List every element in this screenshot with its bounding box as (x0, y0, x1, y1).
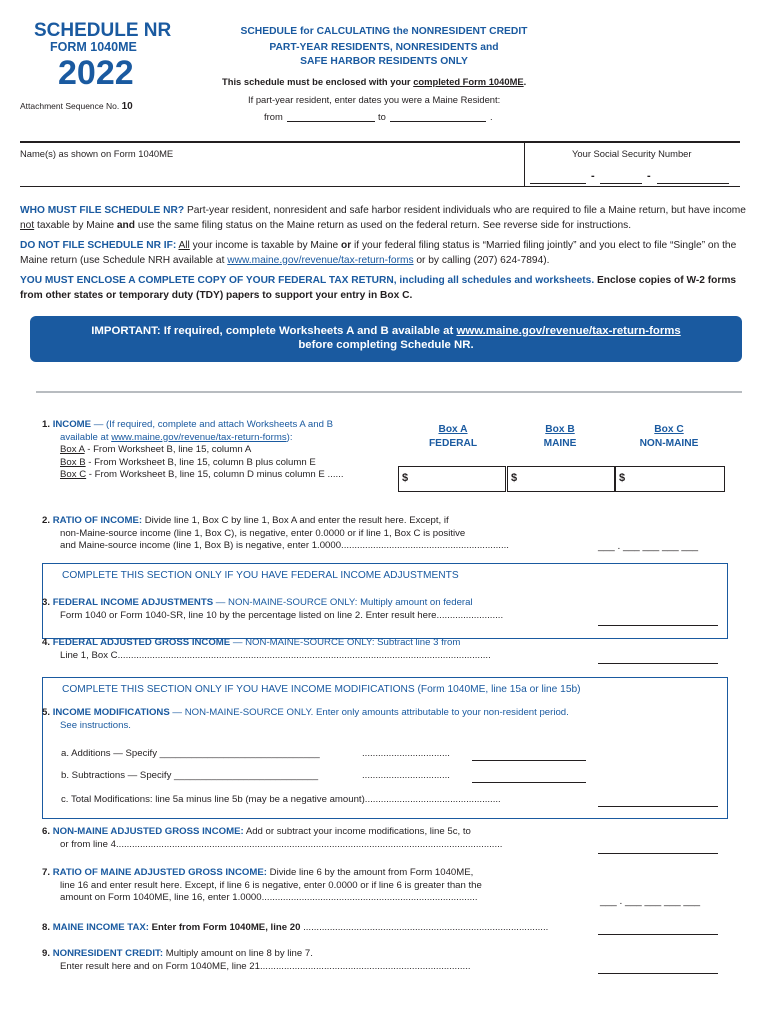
who-heading: WHO MUST FILE SCHEDULE NR? (20, 205, 185, 216)
box-a-input[interactable] (398, 466, 506, 492)
line-7: 7. RATIO OF MAINE ADJUSTED GROSS INCOME: Divide line 6 by the amount from Form 1040ME, line 16 and enter result here. Except, if line 6 is negative, enter 0.0000 or if line 6 is greater than the amount on Form 1040ME, line 16, enter 1.0000................................................................................. (42, 867, 482, 904)
line-5b: b. Subtractions — Specify ___________________________ (61, 770, 319, 781)
section-separator (36, 391, 742, 393)
attachment-sequence (20, 101, 133, 112)
ssn-field-2[interactable] (600, 173, 642, 184)
line-6: 6. NON-MAINE ADJUSTED GROSS INCOME: Add or subtract your income modifications, line 5c, to or from line 4................................................................................................................................................. (42, 826, 503, 850)
ssn-dash-1: - (591, 170, 595, 182)
line-5a: a. Additions — Specify ______________________________ (61, 748, 320, 759)
worksheets-link[interactable]: www.maine.gov/revenue/tax-return-forms (111, 431, 287, 443)
enclose-note-a: This schedule must be enclosed with your (222, 76, 414, 87)
line-6-amount[interactable] (598, 841, 718, 854)
banner-link[interactable]: www.maine.gov/revenue/tax-return-forms (456, 325, 681, 337)
enclose-black: Enclose copies of W-2 forms from other states or temporary duty (TDY) papers to support your entry in Box C. (20, 275, 737, 301)
line-5a-amount[interactable] (472, 748, 586, 761)
form-name: FORM 1040ME (50, 40, 137, 54)
title-line-3: SAFE HARBOR RESIDENTS ONLY (300, 56, 468, 67)
box-b-dollar: $ (511, 472, 518, 484)
line-8: 8. MAINE INCOME TAX: Enter from Form 1040ME, line 20 ............................................................................................ (42, 922, 549, 933)
line-9: 9. NONRESIDENT CREDIT: Multiply amount on line 8 by line 7. Enter result here and on Form 1040ME, line 21............................................................................... (42, 948, 471, 972)
line-4: 4. FEDERAL ADJUSTED GROSS INCOME — NON-MAINE-SOURCE ONLY: Subtract line 3 from Line 1, Box C............................................................................................................................................ (42, 637, 491, 661)
from-label: from (264, 111, 283, 122)
rule-bottom-name (20, 186, 740, 187)
ssn-field-1[interactable] (530, 173, 586, 184)
line-3-amount[interactable] (598, 613, 718, 626)
tax-year: 2022 (58, 54, 134, 92)
line-5b-dots: ................................. (362, 770, 450, 781)
line-2: 2. RATIO OF INCOME: Divide line 1, Box C by line 1, Box A and enter the result here. Except, if non-Maine-source income (line 1, Box C), is negative, enter 0.0000 or if line 1, Box C is positive and Maine-source income (line 1, Box B) is negative, enter 1.0000............................................................... (42, 515, 509, 552)
dont-heading: DO NOT FILE SCHEDULE NR IF: (20, 240, 177, 251)
enclose-note (222, 76, 526, 87)
title-line-1: SCHEDULE for CALCULATING the NONRESIDENT CREDIT (240, 26, 528, 37)
line-3: 3. FEDERAL INCOME ADJUSTMENTS — NON-MAINE-SOURCE ONLY: Multiply amount on federal Form 1040 or Form 1040-SR, line 10 by the percentage listed on line 2. Enter result here......................... (42, 597, 504, 621)
line-7-ratio-field[interactable]: ___ . ___ ___ ___ ___ (600, 896, 701, 907)
box-a-header: Box A FEDERAL (428, 424, 478, 449)
section-a-heading: COMPLETE THIS SECTION ONLY IF YOU HAVE FEDERAL INCOME ADJUSTMENTS (62, 570, 459, 581)
box-a-dollar: $ (402, 472, 409, 484)
attachment-label: Attachment Sequence No. (20, 101, 120, 111)
line-8-amount[interactable] (598, 922, 718, 935)
enclose-note-c: . (523, 76, 527, 87)
ssn-label: Your Social Security Number (572, 148, 692, 159)
line-5a-dots: ................................. (362, 748, 450, 759)
to-label: to (378, 111, 386, 122)
name-label: Name(s) as shown on Form 1040ME (20, 148, 174, 159)
part-year-note: If part-year resident, enter dates you were a Maine Resident: (248, 94, 501, 105)
to-date-field[interactable] (390, 111, 486, 122)
enclose-note-b: completed Form 1040ME (413, 76, 524, 87)
line-4-amount[interactable] (598, 651, 718, 664)
do-not-file: DO NOT FILE SCHEDULE NR IF: All your income is taxable by Maine or if your federal filing status is “Married filing jointly” and you elect to file “Single” on the Maine return (use Schedule NRH available at www.maine.gov/revenue/tax-return-forms or by calling (207) 624-7894). (20, 240, 737, 266)
banner-line-2: before completing Schedule NR. (298, 339, 474, 351)
box-c-header: Box C NON-MAINE (639, 424, 699, 449)
schedule-title: SCHEDULE NR (34, 20, 172, 41)
attachment-number: 10 (121, 101, 133, 112)
line-1: 1. INCOME — (If required, complete and attach Worksheets A and B available at www.maine.gov/revenue/tax-return-forms): Box A - From Worksheet B, line 15, column A Box B - From Worksheet B, line 15, column B plus column E Box C - From Worksheet B, line 15, column D minus column E ...... (42, 419, 344, 481)
line-9-amount[interactable] (598, 961, 718, 974)
section-b-heading: COMPLETE THIS SECTION ONLY IF YOU HAVE INCOME MODIFICATIONS (Form 1040ME, line 15a or line 15b) (62, 684, 581, 695)
box-b-header: Box B MAINE (543, 424, 577, 449)
from-date-field[interactable] (287, 111, 375, 122)
box-b-input[interactable] (507, 466, 615, 492)
who-must-file: WHO MUST FILE SCHEDULE NR? Part-year resident, nonresident and safe harbor resident individuals who are required to file a Maine return, but have income not taxable by Maine and use the same filing status on the Maine return as used on the federal return. See reverse side for instructions. (20, 205, 746, 231)
box-c-input[interactable] (615, 466, 725, 492)
banner-line-1: IMPORTANT: If required, complete Worksheets A and B available at www.maine.gov/revenue/tax-return-forms (91, 325, 681, 337)
resident-dates (264, 111, 283, 122)
line-5c: c. Total Modifications: line 5a minus line 5b (may be a negative amount)................................................... (61, 794, 501, 805)
rule-name-ssn-divider (524, 141, 525, 186)
line-5: 5. INCOME MODIFICATIONS — NON-MAINE-SOURCE ONLY. Enter only amounts attributable to your non-resident period. See instructions. (42, 707, 569, 731)
enclose-blue: YOU MUST ENCLOSE A COMPLETE COPY OF YOUR FEDERAL TAX RETURN, including all schedules and worksheets. (20, 275, 595, 286)
box-c-dollar: $ (619, 472, 626, 484)
end-period: . (490, 111, 493, 122)
name-field[interactable] (20, 160, 520, 184)
ssn-dash-2: - (647, 170, 651, 182)
important-banner (30, 316, 742, 362)
line-5c-amount[interactable] (598, 794, 718, 807)
ssn-field-3[interactable] (657, 173, 729, 184)
line-2-ratio-field[interactable]: ___ . ___ ___ ___ ___ (598, 541, 699, 552)
line-5b-amount[interactable] (472, 770, 586, 783)
rule-top (20, 141, 740, 143)
title-line-2: PART-YEAR RESIDENTS, NONRESIDENTS and (269, 42, 499, 53)
must-enclose (20, 274, 748, 303)
nrh-link[interactable]: www.maine.gov/revenue/tax-return-forms (227, 254, 414, 266)
